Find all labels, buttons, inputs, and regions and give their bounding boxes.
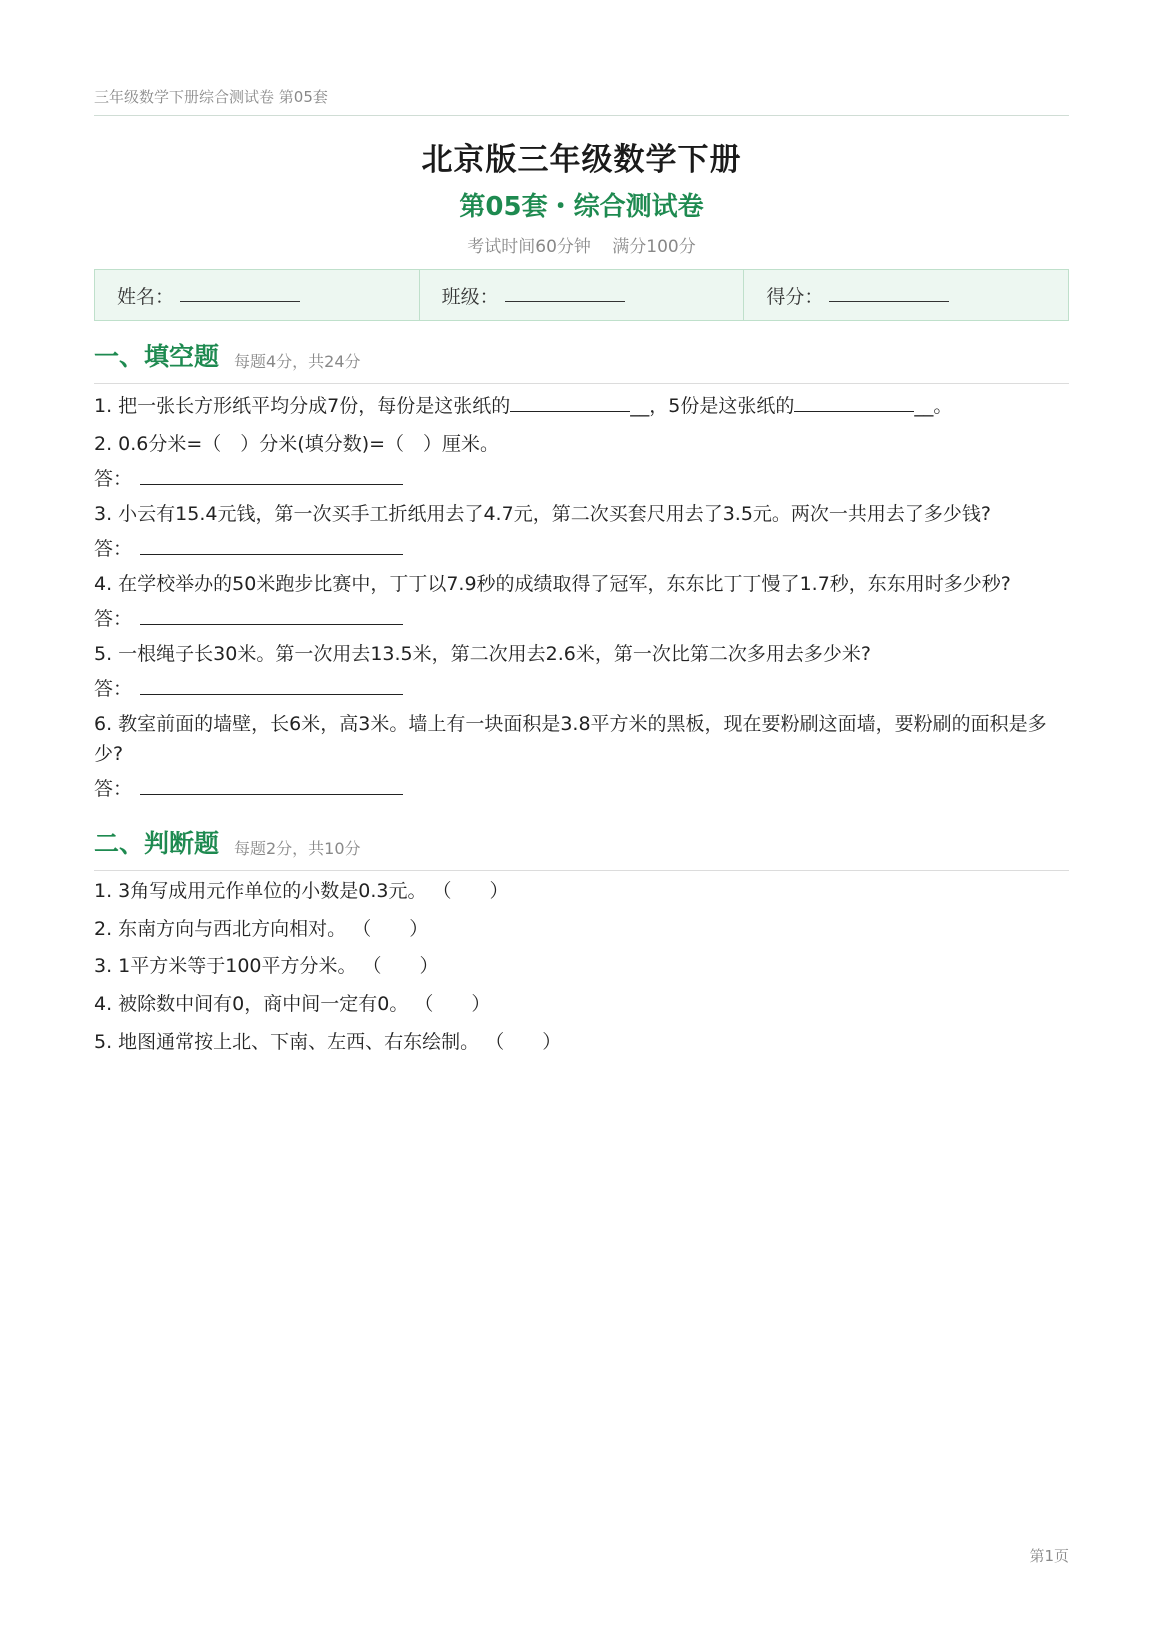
section-fill-blank-header <box>94 333 1069 384</box>
section-title: 一、填空题 <box>94 342 220 371</box>
judge-item-5: 5. 地图通常按上北、下南、左西、右东绘制。 （ ） <box>94 1031 562 1053</box>
answer-blank[interactable] <box>794 391 914 412</box>
score-label: 得分： <box>766 285 824 308</box>
section-title: 二、判断题 <box>94 829 220 858</box>
question-3: 3. 小云有15.4元钱，第一次买手工折纸用去了4.7元，第二次买套尺用去了3.5元。两次一共用去了多少钱? <box>94 503 991 525</box>
page-title: 北京版三年级数学下册 <box>421 142 742 178</box>
answer-label: 答： <box>94 778 133 800</box>
answer-row <box>94 674 403 701</box>
judge-item-4: 4. 被除数中间有0，商中间一定有0。 （ ） <box>94 993 491 1015</box>
score-cell <box>744 270 1068 320</box>
question-6: 6. 教室前面的墙壁，长6米，高3米。墙上有一块面积是3.8平方米的黑板，现在要粉刷这面墙，要粉刷的面积是多少? <box>94 713 1047 765</box>
running-header: 三年级数学下册综合测试卷 第05套 <box>94 88 328 106</box>
answer-label: 答： <box>94 468 133 490</box>
judge-item-2: 2. 东南方向与西北方向相对。 （ ） <box>94 918 429 940</box>
student-info-box <box>94 269 1069 321</box>
exam-time: 考试时间60分钟 <box>467 237 591 257</box>
name-cell <box>95 270 420 320</box>
section-note: 每题2分，共10分 <box>234 839 361 858</box>
section-true-false-header <box>94 820 1069 871</box>
question-text: __，5份是这张纸的 <box>630 395 795 417</box>
answer-row <box>94 534 403 561</box>
answer-line[interactable] <box>140 464 403 485</box>
page-subtitle: 第05套・综合测试卷 <box>459 192 704 222</box>
question-text: __。 <box>914 395 953 417</box>
judge-item-3: 3. 1平方米等于100平方分米。 （ ） <box>94 955 439 977</box>
question-text: 1. 把一张长方形纸平均分成7份，每份是这张纸的 <box>94 395 511 417</box>
answer-line[interactable] <box>140 774 403 795</box>
class-field[interactable] <box>505 301 625 302</box>
name-label: 姓名： <box>117 285 175 308</box>
header-rule <box>94 115 1069 116</box>
judge-item-1: 1. 3角写成用元作单位的小数是0.3元。 （ ） <box>94 880 509 902</box>
answer-label: 答： <box>94 608 133 630</box>
answer-line[interactable] <box>140 604 403 625</box>
question-5: 5. 一根绳子长30米。第一次用去13.5米，第二次用去2.6米，第一次比第二次多用去多少米? <box>94 643 871 665</box>
answer-label: 答： <box>94 678 133 700</box>
name-field[interactable] <box>180 301 300 302</box>
answer-line[interactable] <box>140 674 403 695</box>
class-label: 班级： <box>441 285 499 308</box>
answer-line[interactable] <box>140 534 403 555</box>
answer-row <box>94 464 403 491</box>
answer-label: 答： <box>94 538 133 560</box>
class-cell <box>420 270 745 320</box>
question-4: 4. 在学校举办的50米跑步比赛中，丁丁以7.9秒的成绩取得了冠军，东东比丁丁慢了1.7秒，东东用时多少秒? <box>94 573 1011 595</box>
question-1 <box>94 391 1069 421</box>
section-note: 每题4分，共24分 <box>234 352 361 371</box>
answer-row <box>94 774 403 801</box>
exam-full-score: 满分100分 <box>612 237 696 257</box>
answer-row <box>94 604 403 631</box>
page-number: 第1页 <box>1029 1547 1069 1565</box>
answer-blank[interactable] <box>510 391 630 412</box>
exam-info <box>94 232 1069 257</box>
question-2: 2. 0.6分米=（ ）分米(填分数)=（ ）厘米。 <box>94 433 500 455</box>
score-field[interactable] <box>829 301 949 302</box>
